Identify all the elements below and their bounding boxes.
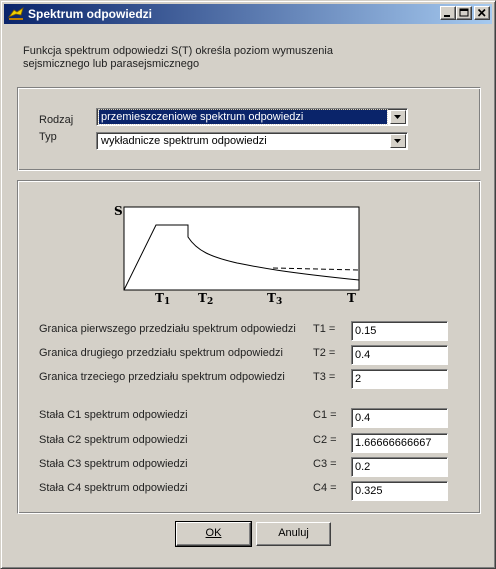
param-symbol-c3: C3 = xyxy=(313,458,337,470)
tick-label-t1-main: T xyxy=(155,291,164,305)
param-label-c3: Stała C3 spektrum odpowiedzi xyxy=(39,458,188,470)
rodzaj-select-value: przemieszczeniowe spektrum odpowiedzi xyxy=(99,110,387,124)
cancel-button-label: Anuluj xyxy=(278,527,309,539)
tick-label-t2-main: T xyxy=(198,291,207,305)
diagram-frame xyxy=(124,207,359,290)
param-symbol-t1: T1 = xyxy=(313,323,336,335)
tick-label-t3-main: T xyxy=(267,291,276,305)
param-input-t3[interactable]: 2 xyxy=(351,369,448,389)
param-input-c1[interactable]: 0.4 xyxy=(351,408,448,428)
tick-label-t2-sub: 2 xyxy=(206,297,214,307)
cancel-button[interactable] xyxy=(256,522,331,546)
ok-button[interactable] xyxy=(176,522,251,546)
param-symbol-t2: T2 = xyxy=(313,347,336,359)
param-symbol-c4: C4 = xyxy=(313,482,337,494)
tick-label-t3-sub: 3 xyxy=(275,297,283,307)
param-input-c2[interactable]: 1.66666666667 xyxy=(351,433,448,453)
param-input-t2[interactable]: 0.4 xyxy=(351,345,448,365)
tick-label-t1 xyxy=(155,291,170,307)
axis-label-t: T xyxy=(347,291,356,305)
param-input-c3[interactable]: 0.2 xyxy=(351,457,448,477)
typ-select-value: wykładnicze spektrum odpowiedzi xyxy=(101,135,267,147)
window-title: Spektrum odpowiedzi xyxy=(28,7,153,21)
param-label-c1: Stała C1 spektrum odpowiedzi xyxy=(39,409,188,421)
axis-label-s: S xyxy=(114,204,123,218)
param-label-c4: Stała C4 spektrum odpowiedzi xyxy=(39,482,188,494)
param-label-c2: Stała C2 spektrum odpowiedzi xyxy=(39,434,188,446)
ok-button-label: OK xyxy=(205,527,222,539)
description-line-2: sejsmicznego lub parasejsmicznego xyxy=(23,58,200,70)
param-label-t3: Granica trzeciego przedziału spektrum odpowiedzi xyxy=(39,371,285,383)
tick-label-t2 xyxy=(198,291,213,307)
rodzaj-label: Rodzaj xyxy=(39,114,74,126)
typ-label: Typ xyxy=(39,131,57,143)
spectrum-diagram xyxy=(1,1,496,321)
description-line-1: Funkcja spektrum odpowiedzi S(T) określa poziom wymuszenia xyxy=(23,45,333,57)
tick-label-t1-sub: 1 xyxy=(163,297,171,307)
param-label-t1: Granica pierwszego przedziału spektrum odpowiedzi xyxy=(39,323,296,335)
param-label-t2: Granica drugiego przedziału spektrum odpowiedzi xyxy=(39,347,283,359)
param-symbol-c2: C2 = xyxy=(313,434,337,446)
param-symbol-c1: C1 = xyxy=(313,409,337,421)
tick-label-t3 xyxy=(267,291,282,307)
param-input-c4[interactable]: 0.325 xyxy=(351,481,448,501)
param-symbol-t3: T3 = xyxy=(313,371,336,383)
param-input-t1[interactable]: 0.15 xyxy=(351,321,448,341)
